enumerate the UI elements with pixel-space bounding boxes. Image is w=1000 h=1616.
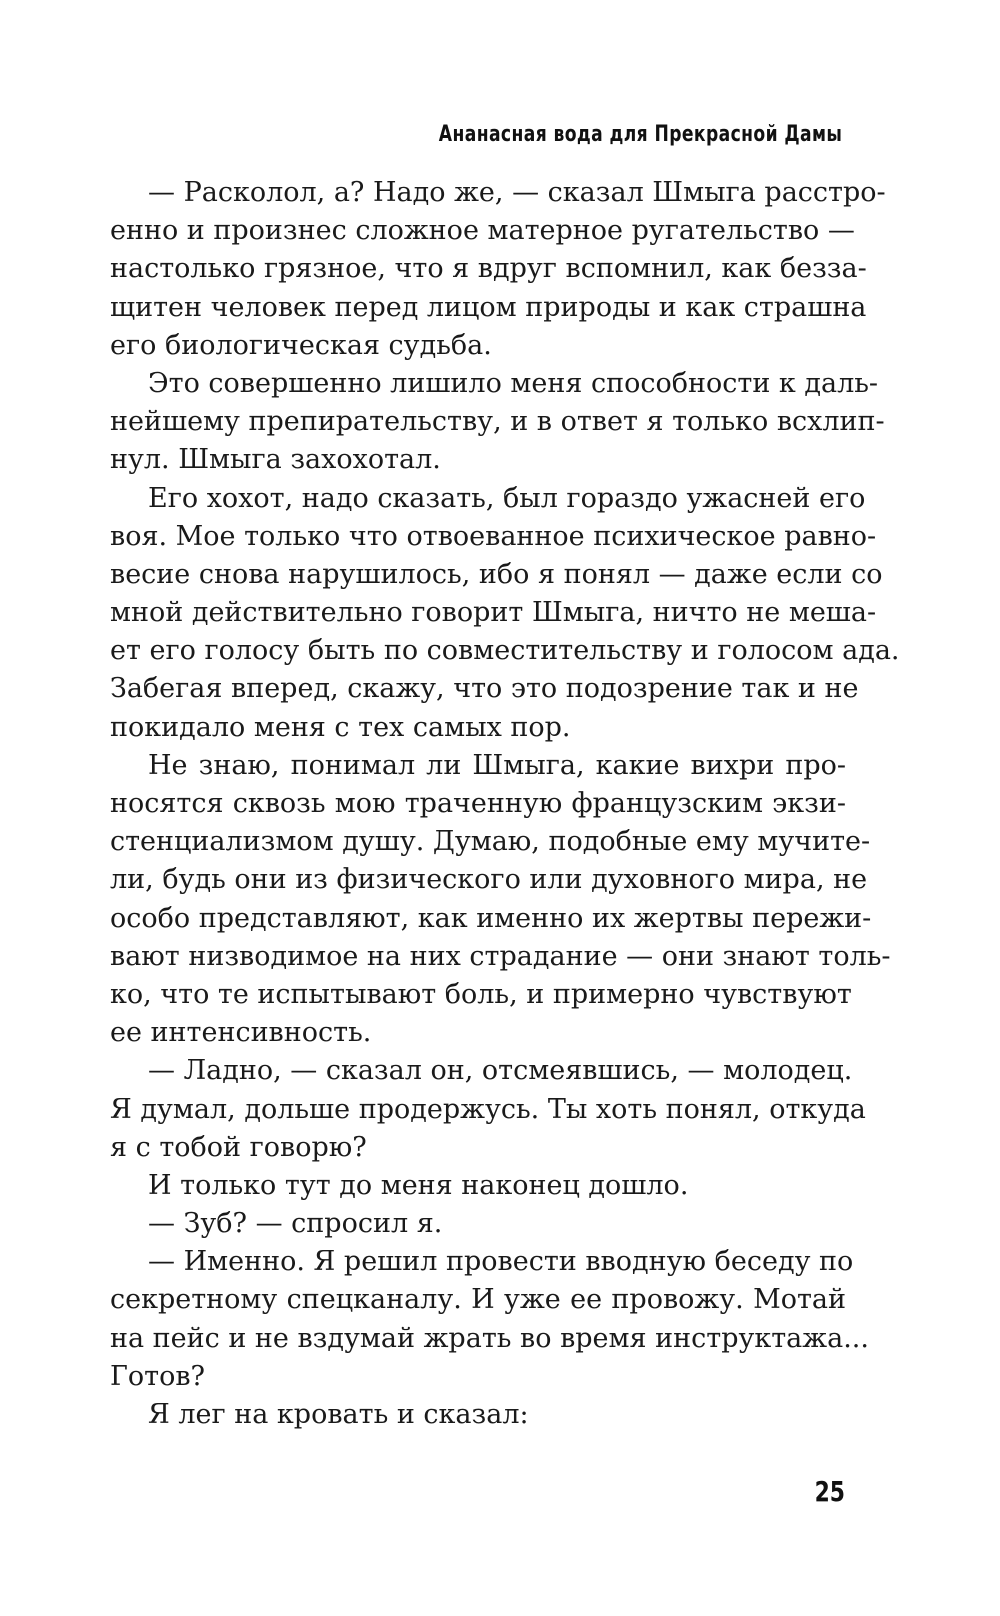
body-text [110,174,900,1434]
text-line: вают низводимое на них страдание — они знают толь- [110,940,891,972]
text-line: — Ладно, — сказал он, отсмеявшись, — молодец. [148,1055,853,1087]
text-line: Я думал, дольше продержусь. Ты хоть понял, откуда [110,1093,866,1125]
text-line: его биологическая судьба. [110,329,492,361]
text-line: стенциализмом душу. Думаю, подобные ему мучите- [110,826,871,858]
paragraph [110,365,885,480]
text-line: весие снова нарушилось, ибо я понял — даже если со [110,558,883,590]
text-line: Забегая вперед, скажу, что это подозрение так и не [110,673,859,705]
text-line: — Зуб? — спросил я. [148,1208,443,1240]
text-line: нейшему препирательству, и в ответ я только всхлип- [110,406,885,438]
text-line: ет его голосу быть по совместительству и голосом ада. [110,635,900,667]
text-line: я с тобой говорю? [110,1131,367,1163]
text-line: Это совершенно лишило меня способности к даль- [148,367,879,399]
paragraph [110,174,886,365]
text-line: особо представляют, как именно их жертвы пережи- [110,902,872,934]
text-line: — Расколол, а? Надо же, — сказал Шмыга расстро- [148,177,886,208]
paragraph [110,1205,846,1243]
text-line: Не знаю, понимал ли Шмыга, какие вихри про- [148,749,846,781]
text-line: енно и произнес сложное матерное ругательство — [110,215,855,247]
text-line: щитен человек перед лицом природы и как страшна [110,291,867,323]
text-line: Я лег на кровать и сказал: [148,1399,529,1430]
text-line: ко, что те испытывают боль, и примерно чувствуют [110,978,852,1010]
paragraph [110,1052,866,1167]
page-number: 25 [814,1475,845,1508]
text-line: нул. Шмыга захохотал. [110,444,441,476]
text-line: Готов? [110,1360,206,1392]
running-title: Ананасная вода для Прекрасной Дамы [438,122,842,147]
paragraph [110,1167,846,1205]
text-line: Его хохот, надо сказать, был гораздо ужасней его [148,482,866,514]
text-line: ли, будь они из физического или духовного мира, не [110,864,868,896]
text-line: носятся сквозь мою траченную французским экзи- [110,788,846,819]
text-line: настолько грязное, что я вдруг вспомнил, как безза- [110,253,867,285]
text-line: мной действительно говорит Шмыга, ничто не меша- [110,597,877,629]
paragraph [110,747,891,1053]
text-line: на пейс и не вздумай жрать во время инструктажа... [110,1322,869,1354]
text-line: воя. Мое только что отвоеванное психическое равно- [110,520,877,552]
text-line: покидало меня с тех самых пор. [110,711,571,743]
text-line: ее интенсивность. [110,1017,372,1049]
paragraph [110,1243,869,1396]
paragraph [110,1396,846,1434]
text-line: секретному спецканалу. И уже ее провожу. Мотай [110,1284,846,1316]
paragraph [110,480,900,747]
text-line: И только тут до меня наконец дошло. [148,1169,689,1201]
text-line: — Именно. Я решил провести вводную беседу по [148,1246,854,1278]
